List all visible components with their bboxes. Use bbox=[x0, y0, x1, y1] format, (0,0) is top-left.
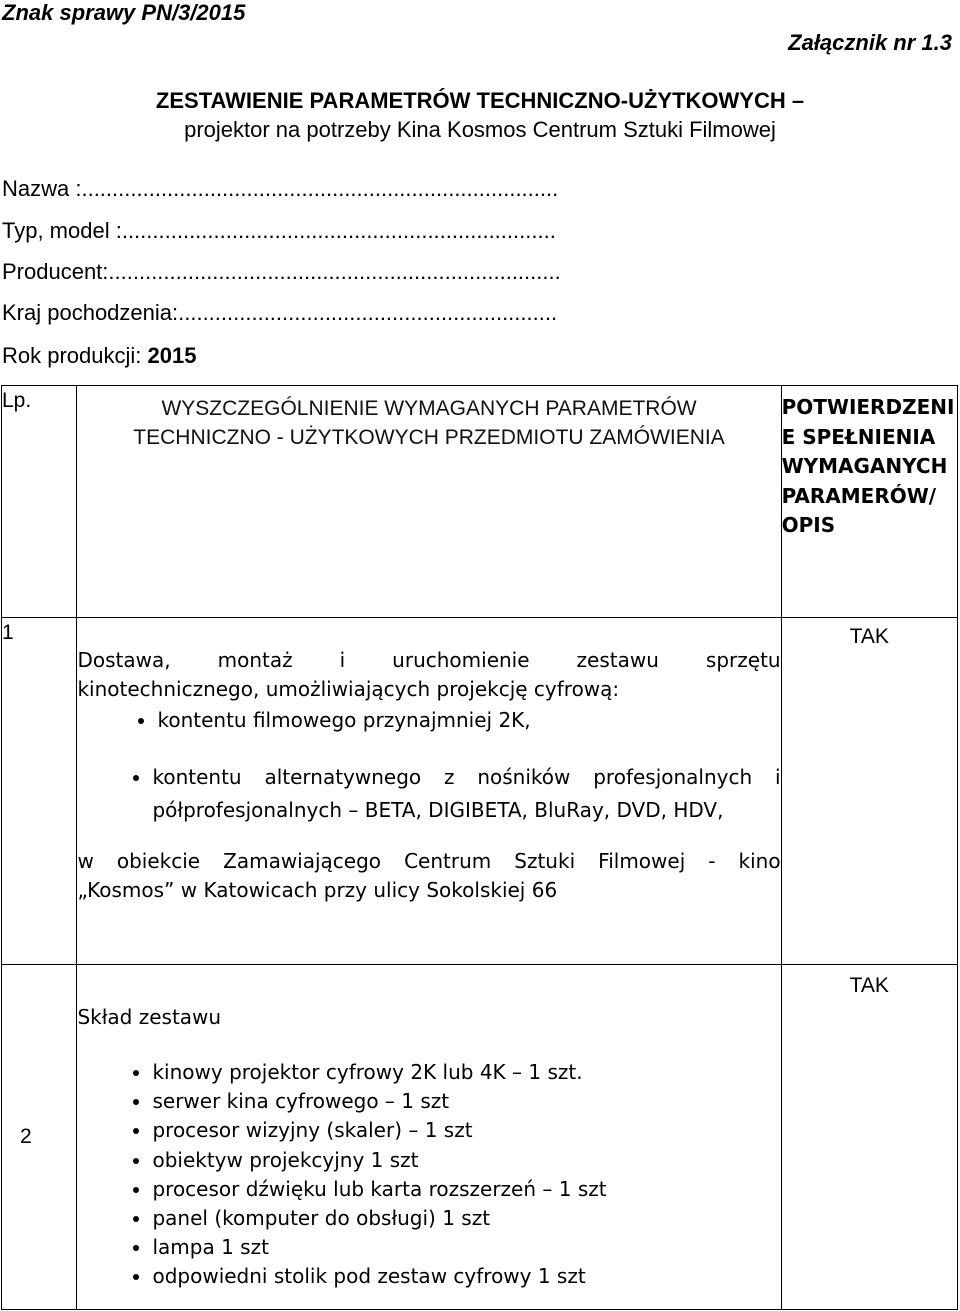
list-item: • odpowiedni stolik pod zestaw cyfrowy 1 szt bbox=[152, 1262, 780, 1291]
field-rok-produkcji bbox=[2, 343, 196, 369]
field-nazwa: Nazwa :.............................................................................. bbox=[2, 176, 559, 201]
case-number: Znak sprawy PN/3/2015 bbox=[2, 0, 246, 25]
document-title: ZESTAWIENIE PARAMETRÓW TECHNICZNO-UŻYTKOWYCH – bbox=[155, 88, 805, 113]
table-row bbox=[2, 618, 958, 965]
list-item: • procesor dźwięku lub karta rozszerzeń – 1 szt bbox=[152, 1175, 780, 1204]
field-producent: Producent:.......................................................................... bbox=[2, 259, 561, 284]
row-number: 2 bbox=[2, 965, 77, 1310]
parameters-table bbox=[1, 385, 958, 1310]
list-item: • procesor wizyjny (skaler) – 1 szt bbox=[152, 1116, 780, 1145]
row-confirmation: TAK bbox=[781, 965, 957, 1310]
row1-outro-line1: w obiekcie Zamawiającego Centrum Sztuki Filmowej - kino bbox=[77, 849, 781, 873]
list-item: • kontentu filmowego przynajmniej 2K, bbox=[157, 706, 780, 735]
document-subtitle: projektor na potrzeby Kina Kosmos Centrum Sztuki Filmowej bbox=[184, 117, 776, 142]
row-confirmation: TAK bbox=[781, 618, 957, 965]
table-row bbox=[2, 965, 958, 1310]
row-description bbox=[77, 965, 781, 1310]
rok-label: Rok produkcji: bbox=[2, 343, 142, 368]
row1-intro-line1: Dostawa, montaż i uruchomienie zestawu sprzętu bbox=[77, 648, 781, 672]
row1-intro-line2: kinotechnicznego, umożliwiających projekcję cyfrową: bbox=[77, 677, 620, 701]
annex-number: Załącznik nr 1.3 bbox=[788, 30, 952, 55]
header-description-line1: WYSZCZEGÓLNIENIE WYMAGANYCH PARAMETRÓW bbox=[161, 397, 697, 420]
row-description bbox=[77, 618, 781, 965]
list-item: • kinowy projektor cyfrowy 2K lub 4K – 1 szt. bbox=[152, 1058, 780, 1087]
header-description bbox=[77, 386, 781, 618]
field-kraj-pochodzenia: Kraj pochodzenia:.............................................................. bbox=[2, 300, 558, 325]
list-item: • panel (komputer do obsługi) 1 szt bbox=[152, 1204, 780, 1233]
header-confirmation: POTWIERDZENIE SPEŁNIENIA WYMAGANYCH PARAMERÓW/ OPIS bbox=[781, 386, 957, 618]
list-item: • obiektyw projekcyjny 1 szt bbox=[152, 1146, 780, 1175]
table-header-row bbox=[2, 386, 958, 618]
row2-heading: Skład zestawu bbox=[77, 1005, 222, 1029]
list-item: • lampa 1 szt bbox=[152, 1233, 780, 1262]
row-number: 1 bbox=[2, 618, 77, 965]
header-lp: Lp. bbox=[2, 386, 77, 618]
row1-outro-line2: „Kosmos” w Katowicach przy ulicy Sokolskiej 66 bbox=[77, 878, 558, 902]
rok-value: 2015 bbox=[147, 343, 197, 368]
list-item: • kontentu alternatywnego z nośników profesjonalnych i półprofesjonalnych – BETA, DIGIBETA, BluRay, DVD, HDV, bbox=[152, 761, 780, 827]
field-typ-model: Typ, model :....................................................................... bbox=[2, 218, 556, 243]
list-item: • serwer kina cyfrowego – 1 szt bbox=[152, 1087, 780, 1116]
header-description-line2: TECHNICZNO - UŻYTKOWYCH PRZEDMIOTU ZAMÓWIENIA bbox=[133, 426, 725, 450]
